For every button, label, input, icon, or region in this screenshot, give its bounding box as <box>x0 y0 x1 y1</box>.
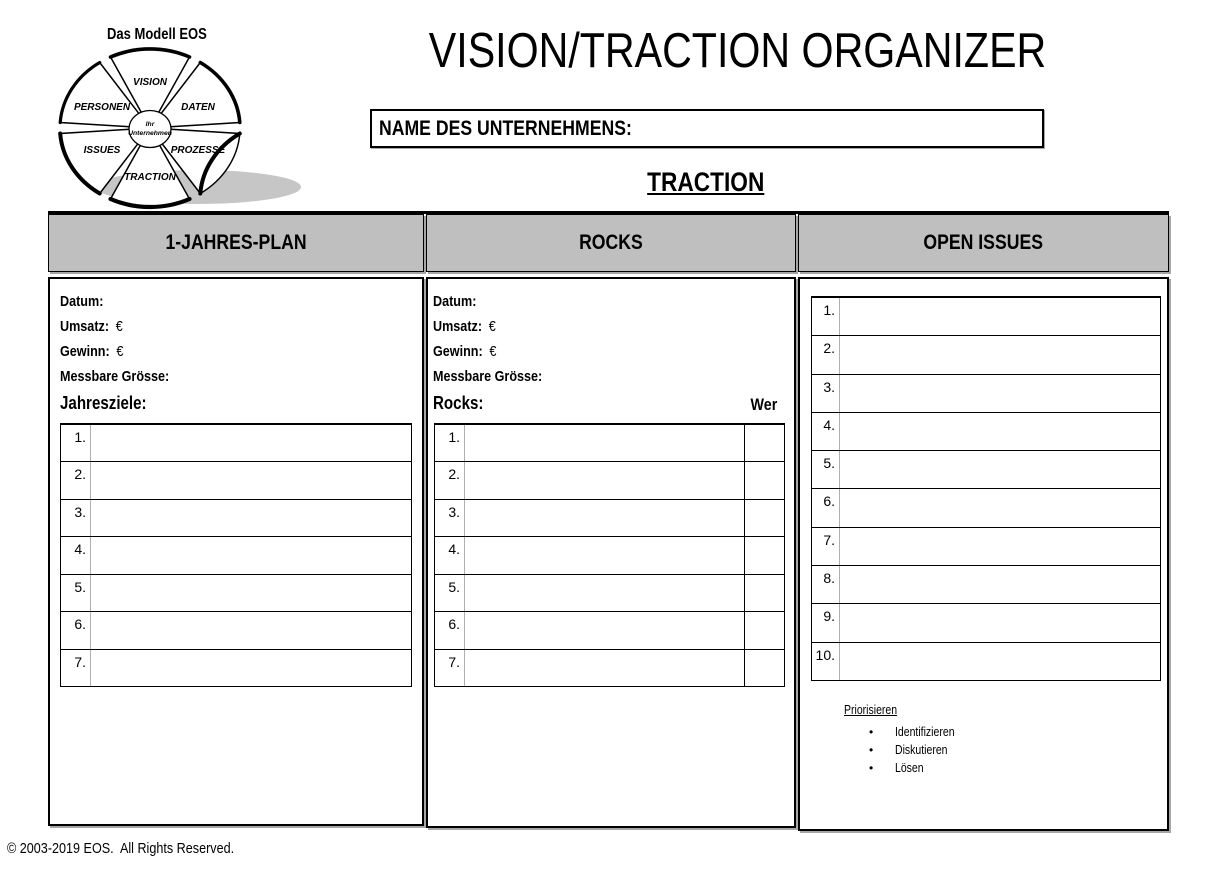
open-issues-table <box>811 296 1161 681</box>
row-number: 1. <box>61 425 91 461</box>
row-number: 5. <box>61 575 91 611</box>
table-row <box>61 650 411 686</box>
table-row <box>812 604 1160 642</box>
list-item-label: Identifizieren <box>895 725 955 739</box>
row-number: 5. <box>435 575 465 611</box>
field-datum: Datum: <box>60 293 104 310</box>
row-number: 8. <box>812 566 840 603</box>
row-content <box>465 425 744 461</box>
row-number: 6. <box>435 612 465 648</box>
row-content <box>465 462 744 498</box>
rocks-table <box>434 423 785 687</box>
table-row <box>435 462 784 499</box>
row-number: 4. <box>61 537 91 573</box>
year-plan-panel <box>48 277 424 826</box>
row-number: 7. <box>812 528 840 565</box>
eos-pie-diagram <box>55 42 315 217</box>
eos-model-logo <box>55 26 323 218</box>
row-content <box>840 489 1160 526</box>
bullet-icon: • <box>869 725 874 739</box>
logo-center-label: Unternehmen <box>128 130 172 137</box>
table-row <box>61 500 411 537</box>
row-who-cell <box>744 575 784 611</box>
row-who-cell <box>744 650 784 686</box>
table-row <box>435 612 784 649</box>
row-number: 2. <box>812 336 840 373</box>
row-content <box>465 650 744 686</box>
row-who-cell <box>744 425 784 461</box>
copyright-notice: © 2003-2019 EOS. All Rights Reserved. <box>7 840 235 857</box>
year-plan-fields <box>60 289 198 389</box>
row-content <box>840 413 1160 450</box>
row-content <box>465 500 744 536</box>
list-item <box>869 743 966 761</box>
row-number: 7. <box>435 650 465 686</box>
list-item-label: Diskutieren <box>895 743 948 757</box>
row-content <box>840 643 1160 680</box>
year-goals-label: Jahresziele: <box>60 393 147 413</box>
row-number: 5. <box>812 451 840 488</box>
field-umsatz: Umsatz: € <box>433 318 496 335</box>
table-row <box>812 566 1160 604</box>
logo-center-label: Ihr <box>145 121 155 128</box>
logo-segment-label: ISSUES <box>83 145 121 156</box>
row-content <box>91 612 411 648</box>
who-column-label: Wer <box>750 395 778 414</box>
row-content <box>91 575 411 611</box>
table-row <box>61 537 411 574</box>
year-goals-table <box>60 423 412 687</box>
row-number: 9. <box>812 604 840 641</box>
row-number: 10. <box>812 643 840 680</box>
logo-title: Das Modell EOS <box>107 26 207 43</box>
table-row <box>61 612 411 649</box>
field-messbare-groesse: Messbare Grösse: <box>433 368 543 385</box>
field-gewinn: Gewinn: € <box>433 343 497 360</box>
row-content <box>465 537 744 573</box>
row-number: 2. <box>435 462 465 498</box>
list-item <box>869 761 966 779</box>
column-header-year-plan: 1-JAHRES-PLAN <box>48 214 424 272</box>
row-content <box>465 575 744 611</box>
row-content <box>840 375 1160 412</box>
column-header-open-issues: OPEN ISSUES <box>798 214 1169 272</box>
table-row <box>812 643 1160 680</box>
list-item-label: Lösen <box>895 761 924 775</box>
row-who-cell <box>744 500 784 536</box>
logo-segment-label: VISION <box>133 77 167 88</box>
logo-segment-label: PERSONEN <box>73 102 131 113</box>
company-name-box <box>370 109 1044 148</box>
column-header-rocks: ROCKS <box>426 214 796 272</box>
row-number: 3. <box>435 500 465 536</box>
table-row <box>812 298 1160 336</box>
table-row <box>435 575 784 612</box>
row-content <box>91 537 411 573</box>
table-row <box>812 375 1160 413</box>
field-datum: Datum: <box>433 293 477 310</box>
row-number: 6. <box>61 612 91 648</box>
row-content <box>840 566 1160 603</box>
open-issues-panel <box>798 277 1169 831</box>
table-row <box>61 575 411 612</box>
row-content <box>840 451 1160 488</box>
field-umsatz: Umsatz: € <box>60 318 123 335</box>
rocks-fields <box>433 289 571 389</box>
row-who-cell <box>744 537 784 573</box>
rocks-label: Rocks: <box>433 393 484 413</box>
row-content <box>91 650 411 686</box>
logo-segment-label: PROZESSE <box>170 145 226 156</box>
table-row <box>435 425 784 462</box>
row-number: 4. <box>435 537 465 573</box>
logo-segment-label: DATEN <box>181 102 215 113</box>
row-content <box>840 298 1160 335</box>
table-row <box>435 537 784 574</box>
prioritize-label: Priorisieren <box>844 703 898 717</box>
bullet-icon: • <box>869 761 874 775</box>
table-row <box>435 650 784 686</box>
row-content <box>840 528 1160 565</box>
rocks-panel <box>426 277 796 828</box>
row-number: 1. <box>435 425 465 461</box>
row-number: 7. <box>61 650 91 686</box>
row-content <box>91 462 411 498</box>
row-number: 1. <box>812 298 840 335</box>
field-gewinn: Gewinn: € <box>60 343 124 360</box>
company-name-label: NAME DES UNTERNEHMENS: <box>379 116 632 140</box>
page-title: VISION/TRACTION ORGANIZER <box>428 24 1047 78</box>
table-row <box>61 462 411 499</box>
row-number: 4. <box>812 413 840 450</box>
table-row <box>61 425 411 462</box>
field-messbare-groesse: Messbare Grösse: <box>60 368 170 385</box>
table-row <box>812 413 1160 451</box>
logo-hub <box>129 111 171 148</box>
table-row <box>435 500 784 537</box>
row-number: 6. <box>812 489 840 526</box>
list-item <box>869 725 966 743</box>
bullet-icon: • <box>869 743 874 757</box>
row-content <box>91 425 411 461</box>
row-number: 2. <box>61 462 91 498</box>
prioritize-list <box>869 725 966 779</box>
row-who-cell <box>744 462 784 498</box>
table-row <box>812 528 1160 566</box>
row-number: 3. <box>812 375 840 412</box>
row-content <box>840 336 1160 373</box>
row-content <box>840 604 1160 641</box>
table-row <box>812 451 1160 489</box>
table-row <box>812 336 1160 374</box>
row-content <box>91 500 411 536</box>
section-title: TRACTION <box>647 167 765 197</box>
row-content <box>465 612 744 648</box>
logo-segment-label: TRACTION <box>124 172 176 183</box>
row-who-cell <box>744 612 784 648</box>
row-number: 3. <box>61 500 91 536</box>
table-row <box>812 489 1160 527</box>
